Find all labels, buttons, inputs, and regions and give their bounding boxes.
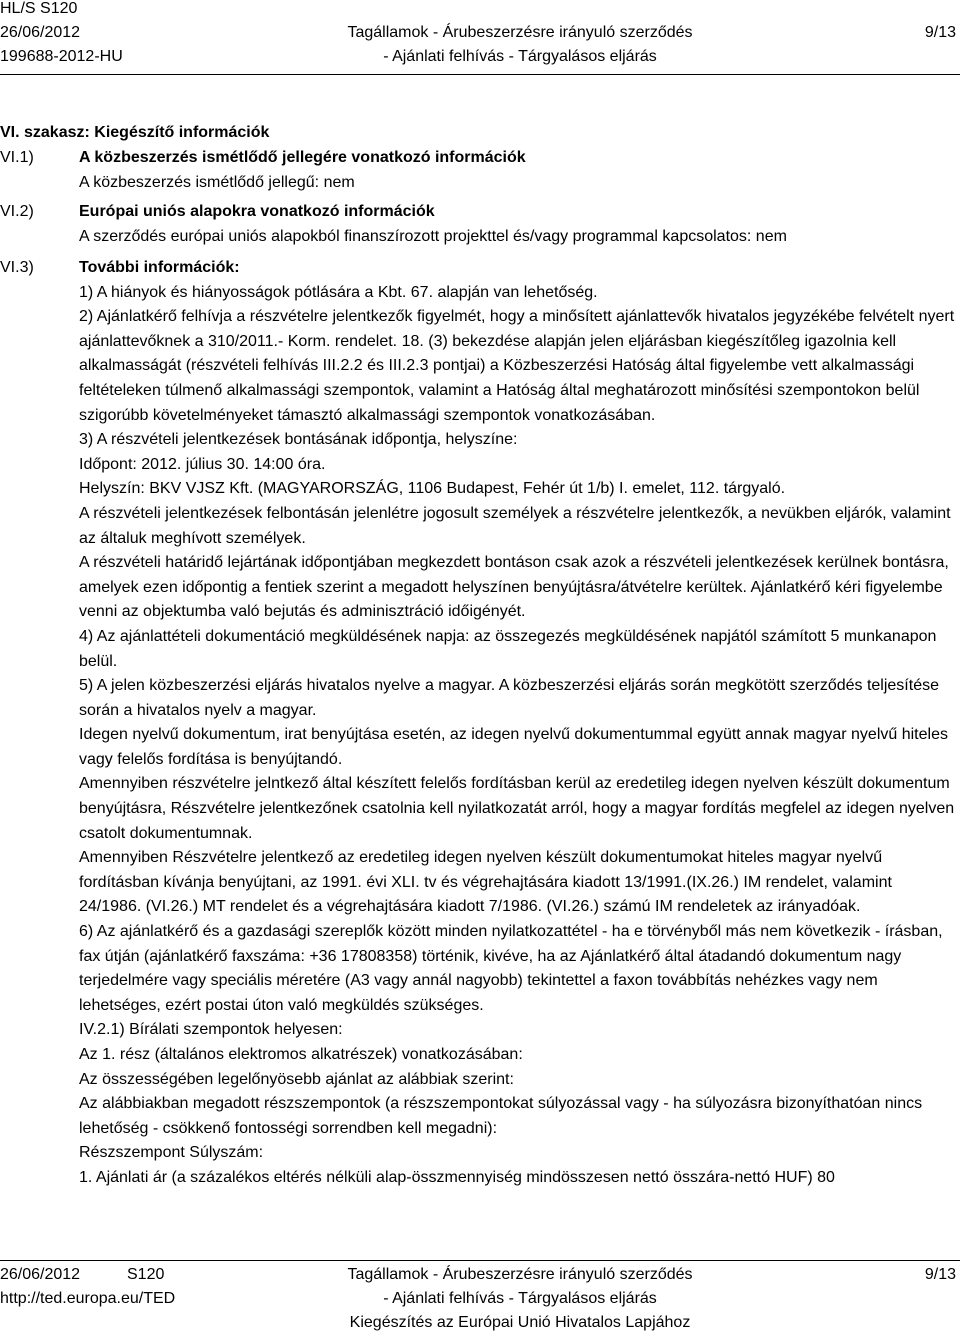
paragraph: 5) A jelen közbeszerzési eljárás hivatalos nyelve a magyar. A közbeszerzési eljárás során megkötött szerződés teljesítése során a hivatalos nyelv a magyar. bbox=[79, 677, 939, 719]
paragraph: IV.2.1) Bírálati szempontok helyesen: bbox=[79, 1021, 343, 1039]
header-date: 26/06/2012 bbox=[0, 24, 81, 41]
footer-url-text: http://ted.europa.eu/TED bbox=[0, 1290, 176, 1307]
footer-title-line3: Kiegészítés az Európai Unió Hivatalos Lapjához bbox=[349, 1314, 691, 1331]
footer-title-line2: - Ajánlati felhívás - Tárgyalásos eljárás bbox=[383, 1290, 657, 1307]
paragraph: A részvételi határidő lejártának időpontjában megkezdett bontáson csak azok a részvételi jelentkezések kerülnek bontásra, amelyek ezen időpontig a fentiek szerint a megadott helyszínen benyújtásra/átvételre kerültek. Ajánlatkérő kéri figyelembe venni az objektumba való bejutás és adminisztráció időigényét. bbox=[79, 554, 949, 621]
paragraph: Az 1. rész (általános elektromos alkatrészek) vonatkozásában: bbox=[79, 1046, 523, 1063]
doc-code: HL/S S120 bbox=[0, 0, 78, 17]
header-title-line2: - Ajánlati felhívás - Tárgyalásos eljárás bbox=[383, 48, 657, 65]
header-rule bbox=[0, 74, 960, 75]
paragraph: Idegen nyelvű dokumentum, irat benyújtása esetén, az idegen nyelvű dokumentummal együtt annak magyar nyelvű hiteles vagy felelős fordítása is benyújtandó. bbox=[79, 726, 948, 768]
paragraph: Amennyiben Részvételre jelentkező az eredetileg idegen nyelven készült dokumentumokat hiteles magyar nyelvű fordításban kívánja benyújtani, az 1991. évi XLI. tv és végrehajtására kiadott 13/1991.(IX.26.) IM rendelet, valamint 24/1986. (VI.26.) MT rendelet és a végrehajtására kiadott 7/1986. (VI.26.) számú IM rendeletek az irányadóak. bbox=[79, 849, 892, 916]
item-vi2 bbox=[79, 200, 956, 249]
header-page-number: 9/13 bbox=[924, 24, 956, 41]
footer-rule bbox=[0, 1260, 960, 1261]
paragraph: Amennyiben részvételre jelntkező által készített felelős fordításban kerül az eredetileg idegen nyelven készült dokumentum benyújtásra, Részvételre jelentkezőnek csatolnia kell nyilatkozatát arról, hogy a magyar fordítás megfelel az idegen nyelven csatolt dokumentumnak. bbox=[79, 775, 955, 842]
paragraph: Időpont: 2012. július 30. 14:00 óra. bbox=[79, 455, 326, 473]
paragraph: 6) Az ajánlatkérő és a gazdasági szereplők között minden nyilatkozattétel - ha e törvényből más nem következik - írásban, fax útján (ajánlatkérő faxszáma: +36 17808358) történik, kivéve, ha az Ajánlatkérő által átadandó dokumentum nagy terjedelmére vagy speciális méretére (A3 vagy annál nagyobb) tekintettel a faxon továbbítás nehézkes vagy nem lehetséges, ezért postai úton való megküldés szükséges. bbox=[79, 923, 943, 1014]
item-heading-vi2: Európai uniós alapokra vonatkozó információk bbox=[79, 203, 435, 220]
item-number-vi1: VI.1) bbox=[0, 149, 34, 166]
footer-page-number: 9/13 bbox=[924, 1266, 956, 1283]
item-text-vi1: A közbeszerzés ismétlődő jellegű: nem bbox=[79, 173, 355, 191]
item-number-vi3: VI.3) bbox=[0, 259, 34, 276]
item-vi3 bbox=[79, 256, 956, 1191]
paragraph: 1. Ajánlati ár (a százalékos eltérés nélküli alap-összmennyiség mindösszesen nettó összára-nettó HUF) 80 bbox=[79, 1168, 835, 1186]
paragraph: 1) A hiányok és hiányosságok pótlására a Kbt. 67. alapján van lehetőség. bbox=[79, 283, 598, 301]
paragraph: Részszempont Súlyszám: bbox=[79, 1144, 264, 1162]
paragraph: 3) A részvételi jelentkezések bontásának időpontja, helyszíne: bbox=[79, 431, 518, 449]
footer-date: 26/06/2012 bbox=[0, 1266, 81, 1283]
notice-id: 199688-2012-HU bbox=[0, 48, 123, 65]
item-text-vi2: A szerződés európai uniós alapokból finanszírozott projekttel és/vagy programmal kapcsolatos: nem bbox=[79, 227, 787, 245]
footer-code: S120 bbox=[127, 1266, 165, 1283]
section-title: VI. szakasz: Kiegészítő információk bbox=[0, 124, 270, 141]
paragraph: Helyszín: BKV VJSZ Kft. (MAGYARORSZÁG, 1106 Budapest, Fehér út 1/b) I. emelet, 112. tárgyaló. bbox=[79, 480, 786, 498]
item-heading-vi1: A közbeszerzés ismétlődő jellegére vonatkozó információk bbox=[79, 149, 526, 166]
footer-title-line1: Tagállamok - Árubeszerzésre irányuló szerződés bbox=[347, 1266, 693, 1283]
paragraph: 4) Az ajánlattételi dokumentáció megküldésének napja: az összegezés megküldésének napjától számított 5 munkanapon belül. bbox=[79, 627, 937, 670]
footer-url[interactable] bbox=[0, 1290, 175, 1308]
item-vi1 bbox=[79, 146, 956, 195]
paragraph: Az alábbiakban megadott részszempontok (a részszempontokat súlyozással vagy - ha súlyozásra bizonyíthatóan nincs lehetőség - csökkenő fontosségi sorrendben kell megadni): bbox=[79, 1095, 923, 1137]
item-heading-vi3: További információk: bbox=[79, 259, 240, 276]
header-title-line1: Tagállamok - Árubeszerzésre irányuló szerződés bbox=[347, 24, 693, 41]
paragraph: Az összességében legelőnyösebb ajánlat az alábbiak szerint: bbox=[79, 1070, 514, 1088]
paragraph: 2) Ajánlatkérő felhívja a részvételre jelentkezők figyelmét, hogy a minősített ajánlattevők hivatalos jegyzékébe felvételt nyert ajánlattevőknek a 310/2011.- Korm. rendelet. 18. (3) bekezdése alapján jelen eljárásban kiegészítőleg igazolnia kell alkalmasságát (részvételi felhívás III.2.2 és III.2.3 pontjai) a Közbeszerzési Hatóság által figyelembe vett alkalmassági feltételeken túlmenő alkalmassági szempontok, valamint a Hatóság által meghatározott minősítési szempontokon belül szigorúbb követelményeket támasztó alkalmassági szempontok vonatkozásában. bbox=[79, 308, 955, 424]
paragraph: A részvételi jelentkezések felbontásán jelenlétre jogosult személyek a részvételre jelentkezők, a nevükben eljárók, valamint az általuk meghívott személyek. bbox=[79, 504, 951, 547]
item-number-vi2: VI.2) bbox=[0, 203, 34, 220]
